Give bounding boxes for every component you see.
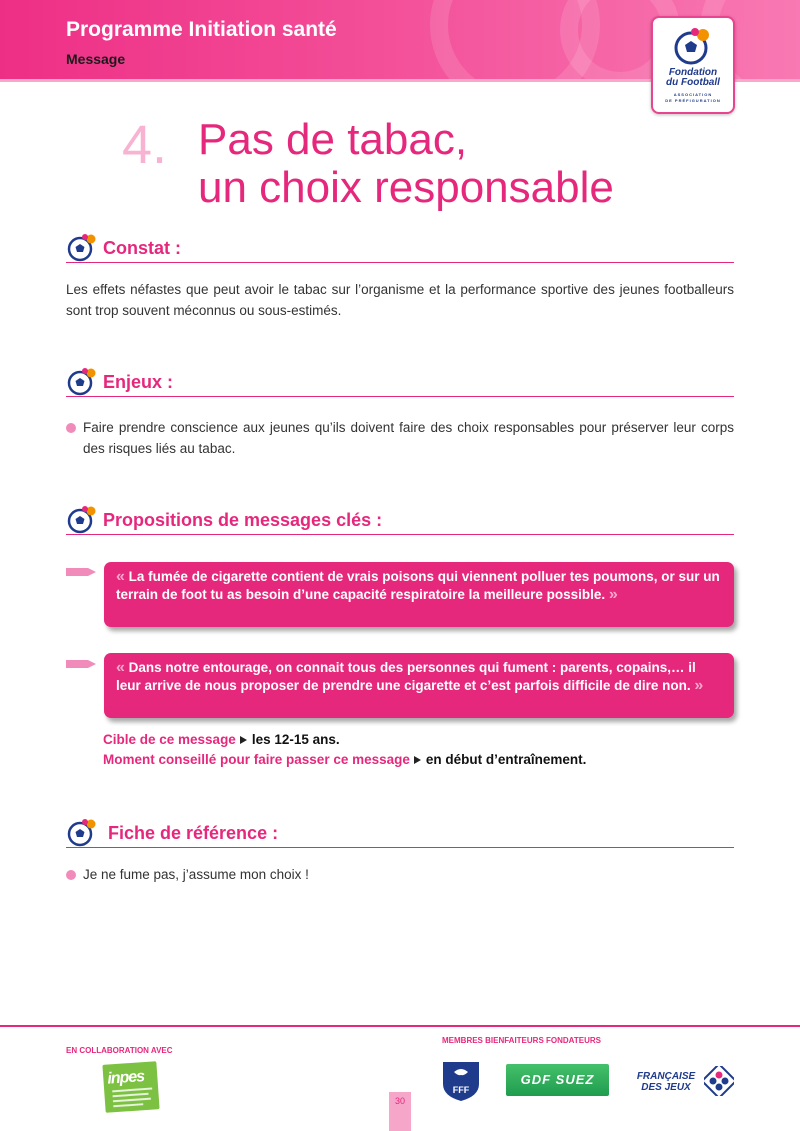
soccer-ball-icon — [66, 367, 98, 397]
enjeux-bullet — [66, 417, 734, 459]
quote-close: » — [608, 586, 618, 603]
key-message-2 — [104, 653, 734, 718]
logo-line2: du Football — [666, 77, 720, 88]
message-moment — [103, 752, 586, 767]
moment-label: Moment conseillé pour faire passer ce message — [103, 752, 410, 767]
bullet-dot — [66, 423, 76, 433]
fiche-bullet — [66, 864, 734, 885]
header-title: Programme Initiation santé — [66, 18, 337, 41]
section-title: Fiche de référence : — [108, 823, 279, 843]
gdf-suez-logo — [506, 1064, 609, 1096]
footer-divider — [0, 1025, 800, 1027]
inpes-logo-line — [113, 1098, 151, 1103]
quote-close: » — [694, 677, 704, 694]
quote-open: « — [116, 659, 125, 676]
page-title — [198, 116, 614, 212]
footer-members-label: MEMBRES BIENFAITEURS FONDATEURS — [442, 1036, 601, 1045]
fff-logo — [440, 1058, 482, 1102]
footer-collab-label: EN COLLABORATION AVEC — [66, 1046, 173, 1055]
fondation-logo — [651, 16, 735, 114]
target-value: les 12-15 ans. — [251, 732, 340, 747]
fdj-line2: DES JEUX — [641, 1082, 691, 1093]
constat-text: Les effets néfastes que peut avoir le tabac sur l’organisme et la performance sportive des jeunes footballeurs sont trop souvent méconnus ou sous-estimés. — [66, 282, 734, 318]
fiche-text: Je ne fume pas, j’assume mon choix ! — [83, 867, 309, 882]
inpes-logo-line — [113, 1093, 149, 1098]
section-header-propositions — [66, 505, 734, 535]
inpes-logo — [102, 1061, 159, 1113]
inpes-logo-line — [112, 1088, 152, 1093]
soccer-ball-icon — [673, 26, 713, 66]
key-message-1 — [104, 562, 734, 627]
section-title: Propositions de messages clés : — [103, 510, 383, 530]
arrow-right-icon — [66, 566, 96, 578]
inpes-logo-line — [113, 1103, 143, 1107]
section-number: 4. — [122, 115, 168, 175]
moment-value: en début d’entraînement. — [425, 752, 587, 767]
fdj-line1: FRANÇAISE — [636, 1071, 696, 1082]
page-title-line2: un choix responsable — [198, 163, 614, 212]
header-subtitle: Message — [66, 51, 126, 67]
page-title-line1: Pas de tabac, — [198, 115, 468, 164]
logo-line4: DE PRÉFIGURATION — [665, 98, 721, 103]
quote-open: « — [116, 568, 125, 585]
page-number: 30 — [394, 1096, 405, 1106]
gdf-logo-text: GDF SUEZ — [520, 1072, 595, 1087]
key-message-text: La fumée de cigarette contient de vrais poisons qui viennent polluer tes poumons, or sur un terrain de foot tu as besoin d’une capacité respiratoire la meilleure possible. — [116, 569, 720, 602]
section-header-fiche — [66, 818, 734, 848]
section-title: Enjeux : — [103, 372, 174, 392]
key-message-text: Dans notre entourage, on connait tous des personnes qui fument : parents, copains,… il leur arrive de nous proposer de prendre une cigarette et c’est parfois difficile de dire non. — [116, 660, 696, 693]
logo-line3: ASSOCIATION — [673, 92, 713, 97]
fff-logo-text: FFF — [452, 1085, 470, 1095]
logo-line1: Fondation — [668, 67, 718, 78]
bullet-dot — [66, 870, 76, 880]
section-header-constat — [66, 233, 734, 263]
soccer-ball-icon — [66, 818, 98, 848]
message-target — [103, 732, 340, 747]
inpes-logo-text: inpes — [106, 1068, 145, 1088]
fdj-clover-icon — [704, 1066, 734, 1096]
triangle-icon — [240, 736, 247, 744]
fdj-logo-text — [632, 1071, 700, 1093]
arrow-right-icon — [66, 658, 96, 670]
target-label: Cible de ce message — [103, 732, 236, 747]
triangle-icon — [414, 756, 421, 764]
soccer-ball-icon — [66, 233, 98, 263]
section-header-enjeux — [66, 367, 734, 397]
soccer-ball-icon — [66, 505, 98, 535]
section-title: Constat : — [103, 238, 181, 258]
enjeux-text: Faire prendre conscience aux jeunes qu’ils doivent faire des choix responsables pour préserver leur corps des risques liés au tabac. — [83, 420, 734, 456]
